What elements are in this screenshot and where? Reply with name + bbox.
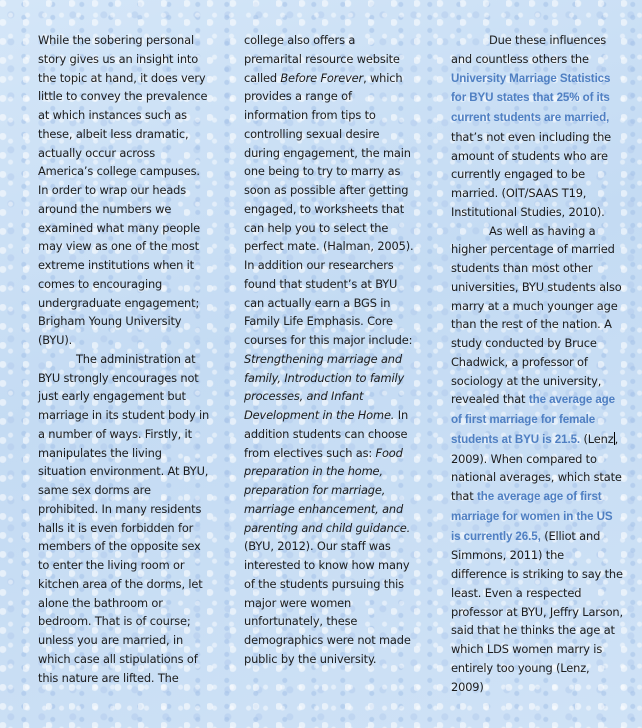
body-text: While the sobering personal story gives us an insight into the topic at hand, it does very little to convey the prevalence at which instances such as these, albeit less dramatic, actually occur across America’s college campuses. In order to wrap our heads around the numbers we examined what many people may view as one of the most extreme institutions when it comes to encouraging undergraduate engagement; Brigham Young University (BYU).	[38, 33, 208, 347]
highlighted-statistic: University Marriage Statistics for BYU states that 25% of its current students are married,	[451, 71, 611, 124]
text-column-2	[244, 31, 416, 669]
paragraph	[38, 31, 210, 350]
paragraph	[244, 31, 416, 669]
paragraph	[38, 350, 210, 688]
paragraph	[451, 222, 623, 697]
text-column-3	[451, 31, 623, 696]
body-text: The administration at BYU strongly encourages not just early engagement but marriage in its student body in a number of ways. Firstly, it manipulates the living situation environment. At BYU, same sex dorms are prohibited. In many residents halls it is even forbidden for members of the opposite sex to enter the living room or kitchen area of the dorms, let alone the bathroom or bedroom. That is of course; unless you are married, in which case all stipulations of this nature are lifted. The	[38, 351, 210, 685]
body-text: In addition students can choose from electives such as:	[244, 408, 409, 460]
highlighted-statistic: the average age of first marriage for women in the US is currently 26.5,	[451, 490, 613, 543]
body-text: , which provides a range of information from tips to controlling sexual desire during engagement, the main one being to try to marry as soon as possible after getting engaged, to worksheets that can help you to select the perfect mate. (Halman, 2005). In addition our researchers found that student’s at BYU can actually earn a BGS in Family Life Emphasis. Core courses for this major include:	[244, 70, 414, 347]
body-text: As well as having a higher percentage of married students than most other universities, BYU students also marry at a much younger age than the rest of the nation. A study conducted by Bruce Chadwick, a professor of sociology at the university, revealed that	[451, 223, 622, 407]
body-text: (Lenz	[580, 431, 614, 446]
body-text: college also offers a premarital resource website called	[244, 33, 400, 85]
italic-text: Strengthening marriage and family, Introduction to family processes, and Infant Development in the Home.	[244, 351, 405, 422]
highlighted-statistic: the average age of first marriage for female students at BYU is 21.5.	[451, 393, 616, 446]
paragraph	[451, 31, 623, 222]
body-text: , 2009). When compared to national averages, which state that	[451, 431, 622, 503]
body-text: (BYU, 2012). Our staff was interested to know how many of the students pursuing this major were women unfortunately, these demographics were not made public by the university.	[244, 539, 411, 666]
body-text: (Elliot and Simmons, 2011) the difference is striking to say the least. Even a respected professor at BYU, Jeffry Larson, said that he thinks the age at which LDS women marry is entirely too young (Lenz, 2009)	[451, 528, 623, 694]
italic-text: Food preparation in the home, preparation for marriage, marriage enhancement, and parenting and child guidance.	[244, 445, 411, 535]
body-text: Due these influences and countless others the	[451, 33, 607, 66]
italic-text: Before Forever	[280, 70, 364, 85]
body-text: that’s not even including the amount of students who are currently engaged to be married. (OIT/SAAS T19, Institutional Studies, 2010).	[451, 129, 612, 219]
text-column-1	[38, 31, 210, 687]
